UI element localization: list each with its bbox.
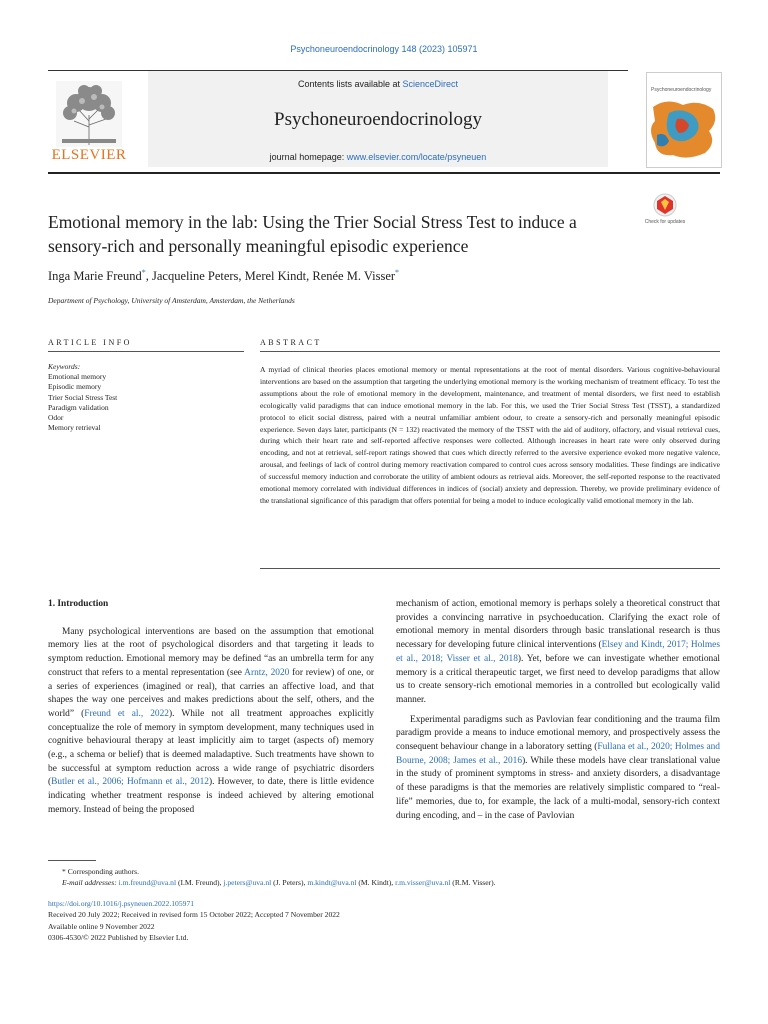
- elsevier-wordmark: ELSEVIER: [51, 147, 127, 163]
- citation-link[interactable]: Freund et al., 2022: [84, 708, 169, 719]
- text-run: mechanism of action, emotional memory is perhaps solely a theoretical construct that provides a convincing narrative in psychoeducation. Clarifying the exact role of emotional memory in mental disorders through basic translational research is thus necessary for developing future clinical interventions (: [396, 599, 720, 651]
- keyword-item: Episodic memory: [48, 382, 102, 392]
- homepage-line: [148, 152, 608, 162]
- email-addresses: [48, 877, 720, 888]
- body-paragraph: [396, 714, 720, 824]
- email-owner: (I.M. Freund),: [176, 878, 224, 888]
- author-list: [48, 268, 399, 284]
- footnote-text: Corresponding authors.: [67, 867, 139, 876]
- citation-link[interactable]: Fullana et al., 2020; Holmes and Bourne, 2008; James et al., 2016: [396, 742, 720, 766]
- contents-prefix: Contents lists available at: [297, 79, 403, 89]
- cover-art-icon: [647, 95, 721, 167]
- masthead-center: [148, 71, 608, 167]
- email-link[interactable]: m.kindt@uva.nl: [307, 878, 357, 888]
- received-dates: Received 20 July 2022; Received in revised form 15 October 2022; Accepted 7 November 2022: [48, 910, 340, 920]
- abstract-text: A myriad of clinical theories places emotional memory or mental representations at the root of mental disorders. Various cognitive-behavioural interventions are based on the assumption that targeting the underlying emotional memory is the working mechanism of treatment efficacy. To test the assumptions about the role of emotional memory in the development, maintenance, and treatment of mental disorders, we first need to establish ecologically valid paradigms that can induce emotional memory in the lab. For this, we used the Trier Social Stress Test (TSST), a standardized protocol to elicit social distress, paired with a neutral unfamiliar ambient odour, to create a sensory-rich and personally meaningful episodic experience. Seven days later, participants (N = 132) reactivated the memory of the TSST with the aid of auditory, olfactory, and visual retrieval cues, during which their heart rate and self-reported affective responses were collected. Although increases in heart rate were only observed during encoding, and not at retrieval, self-report ratings showed that cues which directly referred to the aversive experience evoked more negative valence, arousal, and feelings of lack of control during memory reactivation compared to control cues across sensory modalities. These findings are indicative of successful memory induction and corroborate the utility of ambient odours as retrieval aids. Moreover, the self-reported response to the reactivated emotional memory correlated with individual differences in indices of (social) anxiety and depression. Thereby, we provide preliminary evidence of the translational significance of this paradigm that offers potential for being a model to induce ecologically valid emotional memory in the lab.: [260, 365, 720, 505]
- text-run: ). While these models have clear translational value in the study of prominent symptoms in stress- and anxiety disorders, a disadvantage of these paradigms is that the memories are relatively simplistic compared to “real-life” memories, due to, for example, the lack of a multi-modal, sensory-rich context during encoding, and – in the case of Pavlovian: [396, 755, 720, 821]
- keywords-block: [48, 362, 244, 433]
- contents-line: [148, 79, 608, 89]
- corresponding-mark[interactable]: *: [395, 268, 400, 277]
- text-run: ). While not all treatment approaches explicitly conceptualize the role of memory in symptom development, many techniques used in cognitive behavioural therapy at least implicitly aim to target (aspects of) memory (e.g., a schema or belief) that is deemed maladaptive. Such treatments have shown to be successful at symptom reduction across a wide range of psychiatric disorders (: [48, 708, 374, 788]
- author-others: , Jacqueline Peters, Merel Kindt, Renée M. Visser: [145, 269, 396, 284]
- body-column-right: [396, 598, 720, 823]
- doi-link[interactable]: https://doi.org/10.1016/j.psyneuen.2022.105971: [48, 899, 195, 908]
- body-column-left: [48, 598, 374, 818]
- text-run: ). However, to date, there is little evidence indicating whether treatment response is indeed achieved by altering emotional memory. Instead of being the proposed: [48, 777, 375, 815]
- text-run: Many psychological interventions are based on the assumption that emotional memory lies at the root of psychological disorders and that targeting it leads to symptom reduction. Emotional memory may be defined “as an umbrella term for any construct that refers to a mental representation (see: [48, 626, 374, 678]
- sciencedirect-link[interactable]: ScienceDirect: [402, 79, 459, 89]
- footnote-mark: *: [62, 867, 66, 876]
- email-owner: (R.M. Visser).: [450, 878, 496, 888]
- corresponding-mark[interactable]: *: [141, 268, 146, 277]
- footnote-rule: [48, 860, 96, 861]
- check-updates-label: Check for updates: [644, 219, 686, 225]
- abstract-rule: [260, 351, 720, 352]
- journal-citation[interactable]: Psychoneuroendocrinology 148 (2023) 105971: [290, 44, 478, 54]
- available-online: Available online 9 November 2022: [48, 921, 155, 931]
- keyword-item: Trier Social Stress Test: [48, 392, 118, 402]
- affiliation: Department of Psychology, University of Amsterdam, Amsterdam, the Netherlands: [48, 296, 295, 305]
- article-info-rule: [48, 351, 244, 352]
- cover-title: Psychoneuroendocrinology: [651, 87, 712, 93]
- email-owner: (M. Kindt),: [356, 878, 396, 888]
- journal-title: Psychoneuroendocrinology: [274, 109, 482, 130]
- body-paragraph: [396, 598, 720, 708]
- author-freund[interactable]: Inga Marie Freund: [48, 269, 142, 284]
- email-owner: (J. Peters),: [271, 878, 308, 888]
- email-label: E-mail addresses:: [62, 878, 119, 888]
- keyword-item: Memory retrieval: [48, 423, 101, 433]
- abstract-bottom-rule: [260, 568, 720, 569]
- body-paragraph: [48, 626, 374, 818]
- article-title: Emotional memory in the lab: Using the Trier Social Stress Test to induce a sensory-rich and personally meaningful episodic experience: [48, 212, 577, 256]
- citation-link[interactable]: Butler et al., 2006; Hofmann et al., 2012: [51, 777, 209, 788]
- keyword-item: Odor: [48, 413, 64, 423]
- email-link[interactable]: i.m.freund@uva.nl: [118, 878, 177, 888]
- keywords-label: Keywords:: [48, 362, 81, 371]
- email-link[interactable]: r.m.visser@uva.nl: [395, 878, 451, 888]
- footnotes: [48, 866, 720, 889]
- citation-link[interactable]: Arntz, 2020: [244, 667, 290, 678]
- publication-info: [48, 898, 720, 944]
- journal-masthead: [48, 70, 628, 167]
- keyword-item: Emotional memory: [48, 372, 107, 382]
- text-run: Experimental paradigms such as Pavlovian fear conditioning and the trauma film paradigm provide a means to induce emotional memory, and prospectively assess the consequent behaviour change in a laboratory setting (: [396, 714, 720, 753]
- keyword-item: Paradigm validation: [48, 402, 109, 412]
- citation-link[interactable]: Elsey and Kindt, 2017; Holmes et al., 2018; Visser et al., 2018: [396, 640, 720, 664]
- check-for-updates-icon[interactable]: [644, 192, 686, 232]
- copyright-line: 0306-4530/© 2022 Published by Elsevier Ltd.: [48, 933, 189, 943]
- abstract-heading: ABSTRACT: [260, 338, 322, 347]
- email-link[interactable]: j.peters@uva.nl: [223, 878, 272, 888]
- section-heading-introduction: 1. Introduction: [48, 599, 109, 609]
- text-run: for review) of one, or a series of experiences (imagined or real), that carries an affective load, and that shapes the way one perceives and makes predictions about the self, others, and the world” (: [48, 667, 375, 719]
- journal-cover-thumbnail[interactable]: [646, 72, 722, 168]
- homepage-prefix: journal homepage:: [269, 152, 347, 162]
- masthead-divider: [48, 172, 720, 174]
- elsevier-logo[interactable]: [48, 77, 130, 165]
- journal-homepage-link[interactable]: www.elsevier.com/locate/psyneuen: [346, 152, 487, 162]
- elsevier-tree-icon: [56, 81, 122, 147]
- article-info-heading: ARTICLE INFO: [48, 338, 132, 347]
- corresponding-author-note: [48, 866, 720, 877]
- text-run: ). Yet, before we can investigate whether emotional memory is a critical therapeutic target, we first need to develop paradigms that allow us to create sensory-rich emotional memories in a controlled but ecologically valid manner.: [396, 653, 720, 705]
